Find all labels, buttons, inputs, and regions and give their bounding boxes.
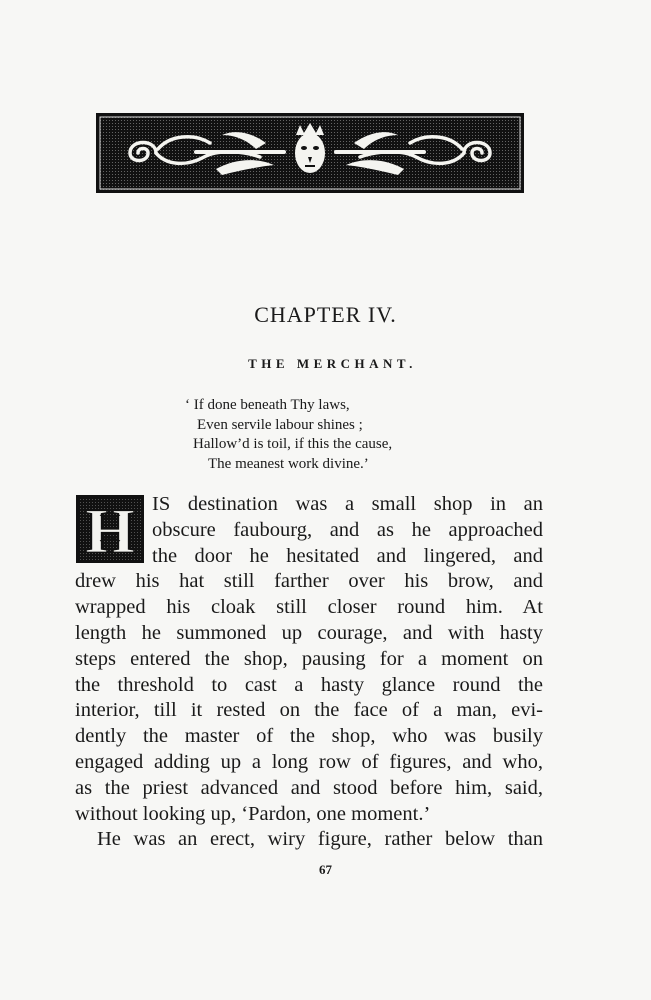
text-line: length he summoned up courage, and with hasty [75,621,543,644]
chapter-subtitle: THE MERCHANT. [248,356,417,371]
text-line: He was an erect, wiry figure, rather below than [97,828,543,851]
text-line: drew his hat still farther over his brow, and [75,570,543,593]
text-line: wrapped his cloak still closer round him. At [75,596,543,619]
epigraph-line: Hallow’d is toil, if this the cause, [193,436,393,452]
text-line: steps entered the shop, pausing for a moment on [75,647,543,670]
svg-text:H: H [85,495,135,563]
text-line: interior, till it rested on the face of a man, evi- [75,699,543,722]
text-line: dently the master of the shop, who was busily [75,725,543,748]
text-line: the door he hesitated and lingered, and [152,544,543,567]
epigraph-line: ‘ If done beneath Thy laws, [185,397,350,413]
epigraph [185,396,485,474]
epigraph-line: Even servile labour shines ; [197,416,363,433]
body-text [75,492,543,853]
page-number: 67 [319,862,332,877]
headpiece-ornament [96,113,524,193]
text-line: without looking up, ‘Pardon, one moment.’ [75,802,431,825]
text-line: engaged adding up a long row of figures, and who, [75,750,543,773]
epigraph-line: The meanest work divine.’ [208,455,369,472]
text-line: IS destination was a small shop in an [152,493,543,515]
text-line: obscure faubourg, and as he approached [152,518,543,541]
text-line: the threshold to cast a hasty glance round the [75,673,543,696]
chapter-title: CHAPTER IV. [254,302,397,327]
text-line: as the priest advanced and stood before him, said, [75,776,543,799]
